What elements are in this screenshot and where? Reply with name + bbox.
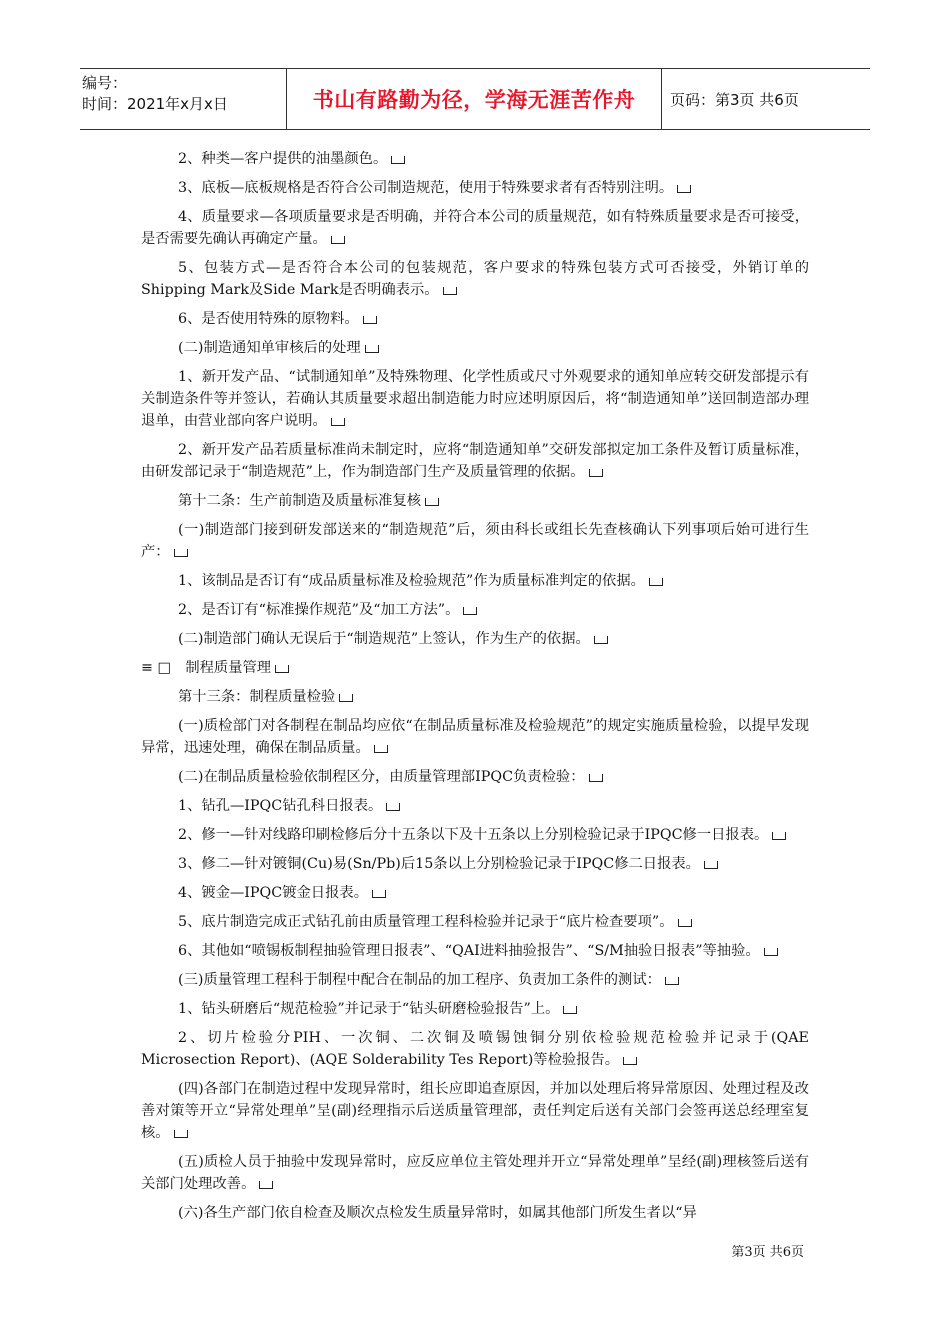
paragraph-mark-icon [443,287,457,295]
paragraph-mark-icon [391,156,405,164]
document-body [141,148,809,1231]
article-heading: 第十三条：制程质量检验 [141,686,809,708]
paragraph-mark-icon [425,498,439,506]
paragraph: (四)各部门在制造过程中发现异常时，组长应即追查原因，并加以处理后将异常原因、处理过程及改善对策等开立“异常处理单”呈(副)经理指示后送质量管理部，责任判定后送有关部门会签再送总经理室复核。 [141,1081,809,1141]
paragraph: 2、切片检验分PIH、一次铜、二次铜及喷锡蚀铜分别依检验规范检验并记录于(QAE Microsection Report)、(AQE Solderability Tes Report)等检验报告。 [141,1030,809,1068]
page-header [80,68,870,130]
paragraph-mark-icon [649,578,663,586]
paragraph: 5、包装方式—是否符合本公司的包装规范，客户要求的特殊包装方式可否接受，外销订单的Shipping Mark及Side Mark是否明确表示。 [141,260,809,298]
header-page-label: 页码：第3页 共6页 [670,90,799,109]
paragraph-mark-icon [174,549,188,557]
paragraph: (二)制造部门确认无误后于“制造规范”上签认，作为生产的依据。 [141,628,809,650]
chapter-heading: ≡ □ 制程质量管理 [141,657,809,679]
paragraph-mark-icon [772,832,786,840]
paragraph: (五)质检人员于抽验中发现异常时，应反应单位主管处理并开立“异常处理单”呈经(副)理核签后送有关部门处理改善。 [141,1154,809,1192]
article-heading: 第十二条：生产前制造及质量标准复核 [141,490,809,512]
paragraph-mark-icon [665,977,679,985]
page-footer: 第3页 共6页 [731,1245,804,1260]
paragraph-mark-icon [365,345,379,353]
paragraph: 2、是否订有“标准操作规范”及“加工方法”。 [141,599,809,621]
paragraph: (三)质量管理工程科于制程中配合在制品的加工程序、负责加工条件的测试： [141,969,809,991]
header-motto: 书山有路勤为径，学海无涯苦作舟 [286,69,662,129]
paragraph: 2、修一—针对线路印刷检修后分十五条以下及十五条以上分别检验记录于IPQC修一日报表。 [141,824,809,846]
paragraph-mark-icon [174,1130,188,1138]
paragraph: (二)在制品质量检验依制程区分，由质量管理部IPQC负责检验： [141,766,809,788]
section-heading: (二)制造通知单审核后的处理 [141,337,809,359]
paragraph-mark-icon [386,803,400,811]
paragraph: 4、质量要求—各项质量要求是否明确，并符合本公司的质量规范，如有特殊质量要求是否可接受，是否需要先确认再确定产量。 [141,209,809,247]
paragraph-mark-icon [275,665,289,673]
paragraph-mark-icon [594,636,608,644]
paragraph: 1、该制品是否订有“成品质量标准及检验规范”作为质量标准判定的依据。 [141,570,809,592]
paragraph: (一)质检部门对各制程在制品均应依“在制品质量标准及检验规范”的规定实施质量检验，以提早发现异常，迅速处理，确保在制品质量。 [141,718,809,756]
paragraph: 2、新开发产品若质量标准尚未制定时，应将“制造通知单”交研发部拟定加工条件及暂订质量标准，由研发部记录于“制造规范”上，作为制造部门生产及质量管理的依据。 [141,442,809,480]
paragraph-mark-icon [678,919,692,927]
paragraph-mark-icon [331,418,345,426]
paragraph: 6、其他如“喷锡板制程抽验管理日报表”、“QAI进料抽验报告”、“S/M抽验日报表”等抽验。 [141,940,809,962]
paragraph: 6、是否使用特殊的原物料。 [141,308,809,330]
document-number-label: 编号： [82,74,128,92]
paragraph: (一)制造部门接到研发部送来的“制造规范”后，须由科长或组长先查核确认下列事项后始可进行生产： [141,522,809,560]
paragraph: 1、钻头研磨后“规范检验”并记录于“钻头研磨检验报告”上。 [141,998,809,1020]
paragraph-mark-icon [363,316,377,324]
paragraph-mark-icon [677,185,691,193]
paragraph-mark-icon [563,1006,577,1014]
header-meta [80,69,286,129]
paragraph-mark-icon [259,1181,273,1189]
paragraph-mark-icon [372,890,386,898]
paragraph-mark-icon [339,694,353,702]
paragraph-mark-icon [374,745,388,753]
paragraph: 4、镀金—IPQC镀金日报表。 [141,882,809,904]
paragraph-mark-icon [589,774,603,782]
paragraph-mark-icon [589,469,603,477]
paragraph: 2、种类—客户提供的油墨颜色。 [141,148,809,170]
paragraph-mark-icon [764,948,778,956]
paragraph: 1、新开发产品、“试制通知单”及特殊物理、化学性质或尺寸外观要求的通知单应转交研发部提示有关制造条件等并签认，若确认其质量要求超出制造能力时应述明原因后，将“制造通知单”送回制造部办理退单，由营业部向客户说明。 [141,369,809,429]
paragraph: 5、底片制造完成正式钻孔前由质量管理工程科检验并记录于“底片检查要项”。 [141,911,809,933]
paragraph: (六)各生产部门依自检查及顺次点检发生质量异常时，如属其他部门所发生者以“异 [178,1205,697,1221]
paragraph: 3、修二—针对镀铜(Cu)易(Sn/Pb)后15条以上分别检验记录于IPQC修二日报表。 [141,853,809,875]
document-date-label: 时间：2021年x月x日 [82,95,228,113]
paragraph-mark-icon [463,607,477,615]
paragraph-mark-icon [331,236,345,244]
paragraph-mark-icon [704,861,718,869]
paragraph-mark-icon [623,1057,637,1065]
paragraph: 1、钻孔—IPQC钻孔科日报表。 [141,795,809,817]
paragraph: 3、底板—底板规格是否符合公司制造规范，使用于特殊要求者有否特别注明。 [141,177,809,199]
